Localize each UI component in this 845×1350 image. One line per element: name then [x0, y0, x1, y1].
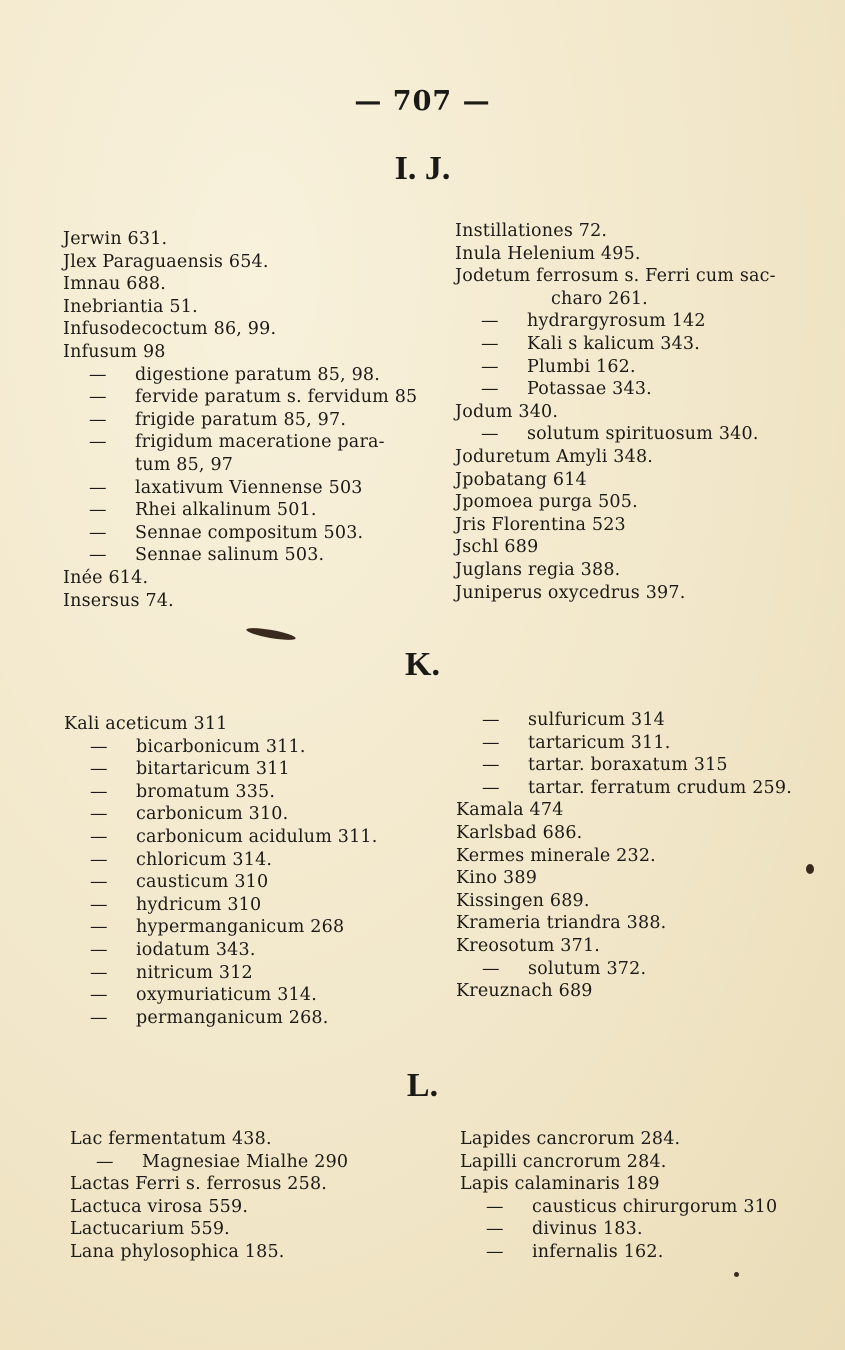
index-entry: Jodum 340.: [455, 401, 559, 422]
index-entry: [63, 522, 417, 545]
index-entry: Lapides cancrorum 284.: [460, 1129, 681, 1149]
index-entry: [64, 826, 378, 849]
index-entry: [460, 1196, 777, 1219]
subentry-text: bicarbonicum 311.: [136, 736, 306, 757]
index-entry: [456, 777, 792, 800]
index-entry: [64, 736, 378, 759]
ditto-dash: —: [89, 364, 107, 385]
ditto-dash: —: [89, 387, 107, 408]
index-entry: [455, 378, 776, 401]
page-number: — 707 —: [354, 86, 491, 117]
subentry-text: frigide paratum 85, 97.: [135, 409, 347, 430]
subentry-text: Kali s kalicum 343.: [527, 333, 701, 354]
index-entry: [63, 409, 417, 432]
subentry-text: Rhei alkalinum 501.: [135, 500, 317, 521]
ditto-dash: —: [96, 1151, 114, 1172]
subentry-text: chloricum 314.: [136, 849, 273, 870]
index-entry: Jschl 689: [455, 537, 539, 558]
ditto-dash: —: [486, 1219, 504, 1240]
subentry-text: carbonicum 310.: [136, 804, 289, 825]
section-heading-ij: I. J.: [394, 150, 451, 187]
ditto-dash: —: [89, 477, 107, 498]
subentry-text: carbonicum acidulum 311.: [136, 826, 378, 847]
index-entry: [460, 1241, 777, 1264]
index-column-k-right: [456, 709, 792, 1003]
ditto-dash: —: [486, 1241, 504, 1262]
subentry-text: nitricum 312: [136, 962, 253, 983]
index-entry: Inebriantia 51.: [63, 296, 198, 317]
subentry-text: infernalis 162.: [532, 1241, 664, 1262]
index-entry: [456, 958, 792, 981]
index-entry: Juglans regia 388.: [455, 559, 621, 580]
index-entry: [64, 758, 378, 781]
index-entry: Instillationes 72.: [455, 221, 608, 241]
ditto-dash: —: [481, 379, 499, 400]
ditto-dash: —: [482, 732, 500, 753]
subentry-text: tartar. boraxatum 315: [528, 755, 728, 776]
index-entry: Infusum 98: [63, 341, 166, 362]
index-entry: [64, 984, 378, 1007]
index-entry: Joduretum Amyli 348.: [455, 446, 654, 467]
subentry-text: Sennae salinum 503.: [135, 545, 325, 566]
ditto-dash: —: [486, 1196, 504, 1217]
index-entry: Kino 389: [456, 868, 538, 889]
ditto-dash: —: [89, 522, 107, 543]
ditto-dash: —: [90, 962, 108, 983]
index-entry: Jodetum ferrosum s. Ferri cum sac-: [455, 266, 776, 287]
subentry-text: solutum 372.: [528, 958, 647, 979]
subentry-text: frigidum maceratione para-: [135, 432, 385, 453]
subentry-text: bromatum 335.: [136, 781, 276, 802]
index-entry: Imnau 688.: [63, 274, 167, 295]
ditto-dash: —: [90, 917, 108, 938]
ditto-dash: —: [89, 545, 107, 566]
index-entry: [64, 894, 378, 917]
ditto-dash: —: [90, 1007, 108, 1028]
index-entry: [63, 364, 417, 387]
ink-smudge: [246, 626, 297, 643]
ink-smudge: [734, 1272, 739, 1277]
subentry-text: hydrargyrosum 142: [527, 311, 706, 332]
ditto-dash: —: [90, 759, 108, 780]
subentry-text: digestione paratum 85, 98.: [135, 364, 381, 385]
index-column-l-left: [70, 1128, 348, 1264]
subentry-text: permanganicum 268.: [136, 1007, 329, 1028]
index-entry: Kreuznach 689: [456, 981, 593, 1002]
index-entry: [456, 754, 792, 777]
index-entry: [64, 916, 378, 939]
ditto-dash: —: [89, 500, 107, 521]
ditto-dash: —: [90, 849, 108, 870]
index-entry: Lac fermentatum 438.: [70, 1129, 272, 1149]
index-entry: Lana phylosophica 185.: [70, 1241, 285, 1262]
index-entry: Jerwin 631.: [63, 229, 168, 249]
ditto-dash: —: [90, 804, 108, 825]
subentry-text: hydricum 310: [136, 894, 262, 915]
index-entry: [64, 1007, 378, 1030]
ditto-dash: —: [481, 356, 499, 377]
index-entry: Inula Helenium 495.: [455, 243, 641, 264]
index-entry: [63, 477, 417, 500]
index-entry: [64, 962, 378, 985]
index-entry: Kermes minerale 232.: [456, 845, 656, 866]
index-entry: Lactucarium 559.: [70, 1219, 230, 1240]
subentry-text: sulfuricum 314: [528, 710, 665, 730]
index-entry: Jpobatang 614: [455, 469, 587, 490]
index-column-k-left: [64, 713, 378, 1029]
ditto-dash: —: [90, 872, 108, 893]
index-column-ij-right: [455, 220, 776, 604]
subentry-text: laxativum Viennense 503: [135, 477, 363, 498]
index-entry: Infusodecoctum 86, 99.: [63, 319, 277, 340]
ditto-dash: —: [90, 894, 108, 915]
index-entry: Lapis calaminaris 189: [460, 1174, 660, 1195]
index-entry: [64, 939, 378, 962]
index-entry: [64, 871, 378, 894]
ditto-dash: —: [90, 985, 108, 1006]
index-entry: Insersus 74.: [63, 590, 174, 611]
index-entry: Jlex Paraguaensis 654.: [63, 251, 269, 272]
subentry-text: causticus chirurgorum 310: [532, 1196, 778, 1217]
index-entry: Kreosotum 371.: [456, 935, 601, 956]
section-heading-l: L.: [406, 1067, 439, 1104]
index-entry: [456, 709, 792, 732]
ink-smudge: [806, 864, 814, 874]
index-entry: [63, 386, 417, 409]
ditto-dash: —: [90, 939, 108, 960]
index-entry: Kali aceticum 311: [64, 714, 228, 734]
ditto-dash: —: [90, 826, 108, 847]
index-entry: Jris Florentina 523: [455, 514, 626, 535]
ditto-dash: —: [481, 424, 499, 445]
index-entry: [63, 544, 417, 567]
subentry-text: tartar. ferratum crudum 259.: [528, 777, 792, 798]
index-entry: [64, 803, 378, 826]
index-entry: [460, 1218, 777, 1241]
index-entry: [63, 499, 417, 522]
index-entry: Jpomoea purga 505.: [455, 492, 638, 513]
subentry-text: solutum spirituosum 340.: [527, 424, 759, 445]
subentry-text: fervide paratum s. fervidum 85: [135, 387, 418, 408]
index-entry: Lapilli cancrorum 284.: [460, 1151, 667, 1172]
index-column-ij-left: [63, 228, 417, 612]
subentry-text: Potassae 343.: [527, 379, 652, 400]
index-entry: Kissingen 689.: [456, 890, 590, 911]
subentry-text: iodatum 343.: [136, 939, 256, 960]
ditto-dash: —: [482, 958, 500, 979]
index-entry: [455, 423, 776, 446]
subentry-text: Plumbi 162.: [527, 356, 636, 377]
index-entry: Lactas Ferri s. ferrosus 258.: [70, 1174, 328, 1195]
index-entry: [64, 781, 378, 804]
subentry-text: tartaricum 311.: [528, 732, 671, 753]
index-entry: [455, 356, 776, 379]
ditto-dash: —: [481, 333, 499, 354]
ditto-dash: —: [89, 432, 107, 453]
index-entry: tum 85, 97: [135, 454, 234, 475]
subentry-text: causticum 310: [136, 872, 269, 893]
subentry-text: divinus 183.: [532, 1219, 643, 1240]
subentry-text: Magnesiae Mialhe 290: [142, 1151, 349, 1172]
index-entry: Inée 614.: [63, 567, 149, 588]
subentry-text: bitartaricum 311: [136, 759, 290, 780]
index-column-l-right: [460, 1128, 777, 1264]
index-entry: Lactuca virosa 559.: [70, 1196, 249, 1217]
index-entry: [455, 310, 776, 333]
index-entry: [455, 333, 776, 356]
index-entry: [64, 849, 378, 872]
ditto-dash: —: [482, 755, 500, 776]
index-entry: Krameria triandra 388.: [456, 913, 667, 934]
subentry-text: Sennae compositum 503.: [135, 522, 364, 543]
index-entry: charo 261.: [551, 288, 648, 309]
ditto-dash: —: [90, 736, 108, 757]
index-entry: Kamala 474: [456, 800, 564, 821]
ditto-dash: —: [482, 710, 500, 730]
index-entry: [456, 732, 792, 755]
section-heading-k: K.: [405, 646, 440, 683]
ditto-dash: —: [89, 409, 107, 430]
index-entry: [63, 431, 417, 454]
subentry-text: oxymuriaticum 314.: [136, 985, 317, 1006]
ditto-dash: —: [482, 777, 500, 798]
index-entry: [70, 1151, 348, 1174]
ditto-dash: —: [481, 311, 499, 332]
ditto-dash: —: [90, 781, 108, 802]
index-entry: Juniperus oxycedrus 397.: [455, 582, 686, 603]
index-entry: Karlsbad 686.: [456, 822, 583, 843]
subentry-text: hypermanganicum 268: [136, 917, 345, 938]
